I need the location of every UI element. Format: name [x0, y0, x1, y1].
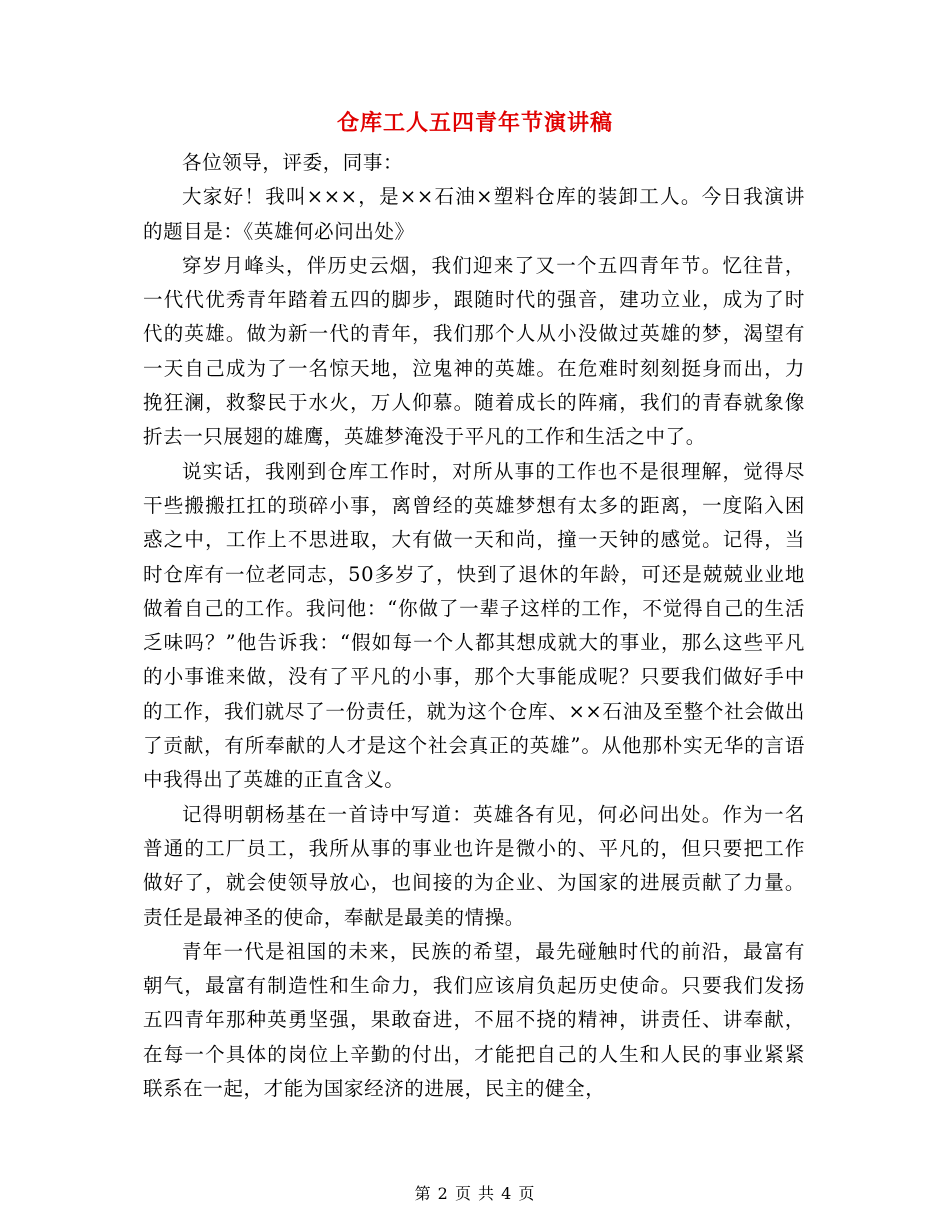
paragraph-salutation: 各位领导，评委，同事：: [182, 151, 404, 174]
paragraph-warehouse-story: 说实话，我刚到仓库工作时，对所从事的工作也不是很理解，觉得尽干些搬搬扛扛的琐碎小事，离曾经的英雄梦想有太多的距离，一度陷入困惑之中，工作上不思进取，大有做一天和尚，撞一天钟的感觉。记得，当时仓库有一位老同志，50多岁了，快到了退休的年龄，可还是兢兢业业地做着自己的工作。我问他：“你做了一辈子这样的工作，不觉得自己的生活乏味吗？”他告诉我：“假如每一个人都其想成就大的事业，那么这些平凡的小事谁来做，没有了平凡的小事，那个大事能成呢？只要我们做好手中的工作，我们就尽了一份责任，就为这个仓库、××石油及至整个社会做出了贡献，有所奉献的人才是这个社会真正的英雄”。从他那朴实无华的言语中我得出了英雄的正直含义。: [143, 459, 805, 792]
document-title: 仓库工人五四青年节演讲稿: [336, 111, 613, 136]
paragraph-youth-day: 穿岁月峰头，伴历史云烟，我们迎来了又一个五四青年节。忆往昔，一代代优秀青年踏着五四的脚步，跟随时代的强音，建功立业，成为了时代的英雄。做为新一代的青年，我们那个人从小没做过英雄的梦，渴望有一天自己成为了一名惊天地，泣鬼神的英雄。在危难时刻刻挺身而出，力挽狂澜，救黎民于水火，万人仰慕。随着成长的阵痛，我们的青春就象像折去一只展翅的雄鹰，英雄梦淹没于平凡的工作和生活之中了。: [143, 253, 805, 449]
page-footer: [0, 1183, 950, 1205]
paragraph-introduction: 大家好！我叫×××，是××石油×塑料仓库的装卸工人。今日我演讲的题目是：《英雄何必问出处》: [143, 185, 805, 243]
paragraph-youth-mission: 青年一代是祖国的未来，民族的希望，最先碰触时代的前沿，最富有朝气，最富有制造性和生命力，我们应该肩负起历史使命。只要我们发扬五四青年那种英勇坚强，果敢奋进，不屈不挠的精神，讲责任、讲奉献，在每一个具体的岗位上辛勤的付出，才能把自己的人生和人民的事业紧紧联系在一起，才能为国家经济的进展，民主的健全，: [143, 939, 805, 1101]
document-body: [143, 146, 805, 1106]
paragraph-poem-quote: 记得明朝杨基在一首诗中写道：英雄各有见，何必问出处。作为一名普通的工厂员工，我所从事的事业也许是微小的、平凡的，但只要把工作做好了，就会使领导放心，也间接的为企业、为国家的进展贡献了力量。责任是最神圣的使命，奉献是最美的情操。: [143, 802, 805, 929]
page-number-label: 第 2 页 共 4 页: [414, 1184, 536, 1203]
